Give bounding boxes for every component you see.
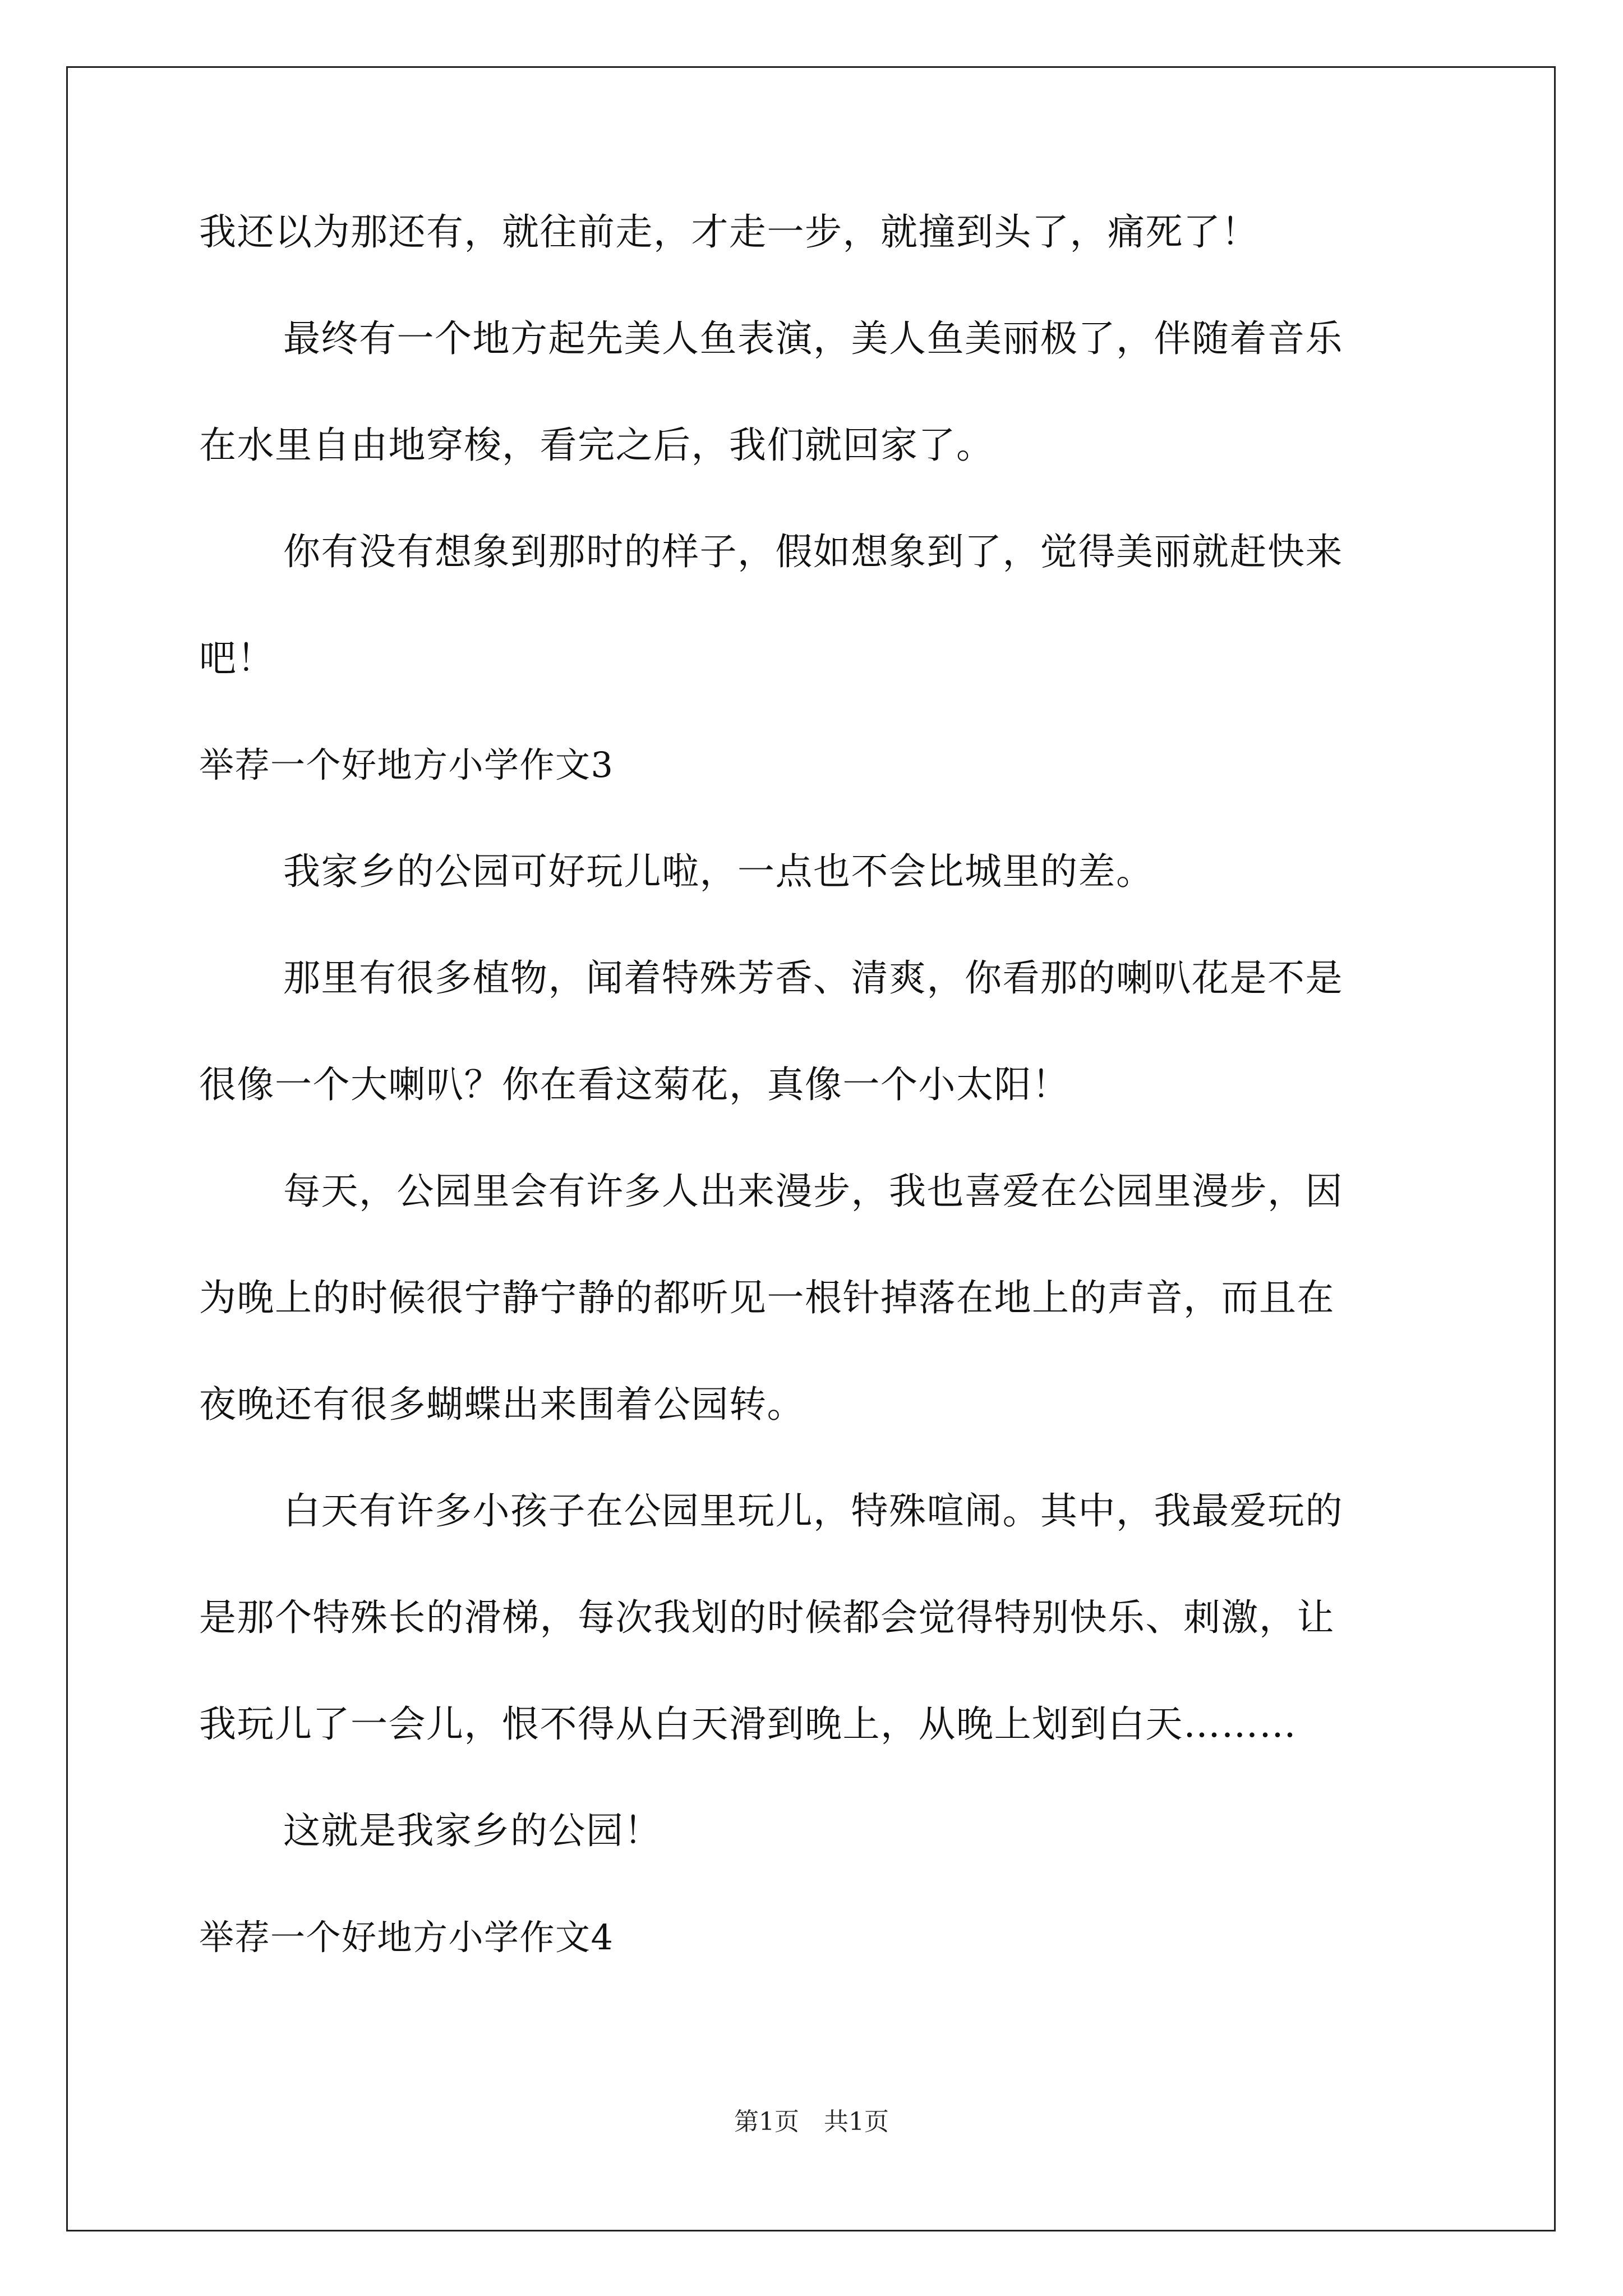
text-line: 是那个特殊长的滑梯，每次我划的时候都会觉得特别快乐、刺激，让	[199, 1596, 1335, 1639]
text-line: 我玩儿了一会儿，恨不得从白天滑到晚上，从晚上划到白天………	[199, 1703, 1297, 1746]
text-line: 那里有很多植物，闻着特殊芳香、清爽，你看那的喇叭花是不是	[283, 956, 1343, 1000]
text-line: 在水里自由地穿梭，看完之后，我们就回家了。	[199, 424, 994, 467]
page-border	[66, 66, 1556, 2231]
page-number-footer: 第1页 共1页	[734, 2108, 889, 2136]
section-heading: 举荐一个好地方小学作文4	[199, 1917, 614, 1958]
text-line: 吧！	[199, 637, 275, 680]
text-line: 你有没有想象到那时的样子，假如想象到了，觉得美丽就赶快来	[283, 530, 1343, 573]
text-line: 白天有许多小孩子在公园里玩儿，特殊喧闹。其中，我最爱玩的	[283, 1489, 1343, 1533]
section-heading: 举荐一个好地方小学作文3	[199, 744, 614, 785]
text-line: 为晚上的时候很宁静宁静的都听见一根针掉落在地上的声音，而且在	[199, 1276, 1335, 1319]
text-line: 我还以为那还有，就往前走，才走一步，就撞到头了，痛死了！	[199, 210, 1259, 254]
text-line: 每天，公园里会有许多人出来漫步，我也喜爱在公园里漫步，因	[283, 1170, 1343, 1213]
text-line: 最终有一个地方起先美人鱼表演，美人鱼美丽极了，伴随着音乐	[283, 317, 1343, 360]
text-line: 这就是我家乡的公园！	[283, 1809, 662, 1852]
text-line: 夜晚还有很多蝴蝶出来围着公园转。	[199, 1383, 805, 1426]
text-line: 我家乡的公园可好玩儿啦，一点也不会比城里的差。	[283, 850, 1154, 893]
text-line: 很像一个大喇叭？你在看这菊花，真像一个小太阳！	[199, 1063, 1070, 1106]
